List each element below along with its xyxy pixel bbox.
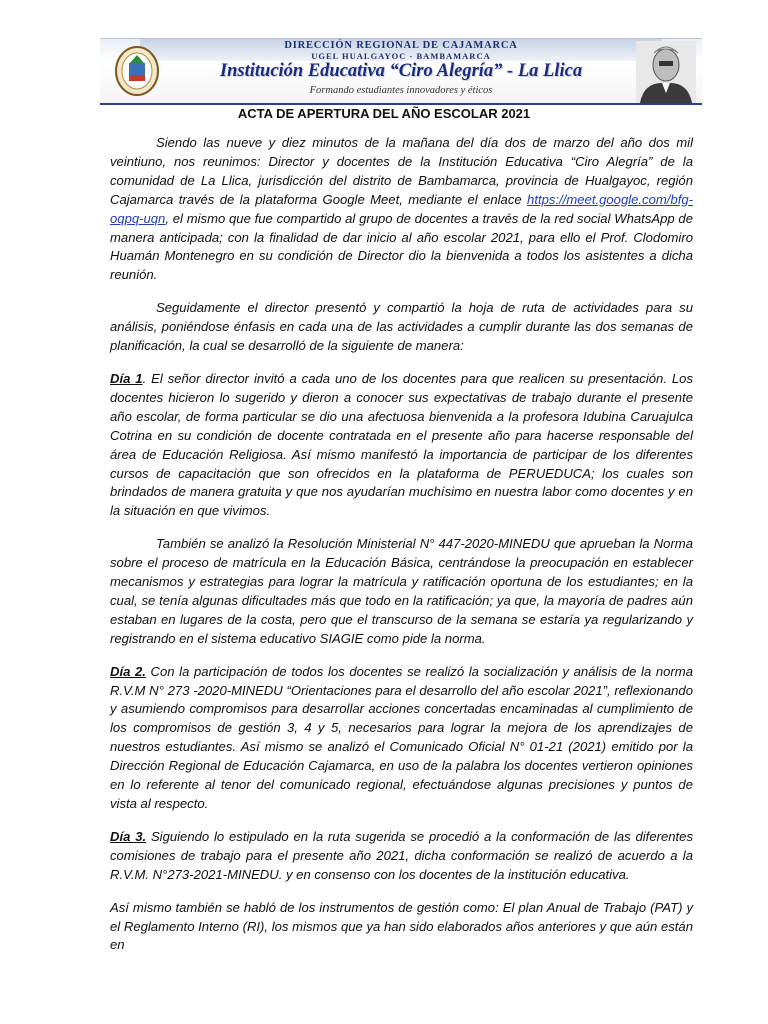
paragraph-day-3: Día 3. Siguiendo lo estipulado en la ruta sugerida se procedió a la conformación de las diferentes comisiones de trabajo para el presente año 2021, dicha conformación se realizó de acuerdo a la R.V.M. N°273-2021-MINEDU. y en consenso con los docentes de la institución educativa. — [110, 828, 693, 882]
meet-link[interactable]: https://meet.google.com/bfg-oqpq-uqn — [110, 191, 693, 226]
paragraph-roadmap: Seguidamente el director presentó y compartió la hoja de ruta de actividades para su análisis, poniéndose énfasis en cada una de las actividades a cumplir durante las dos semanas de planificación, la cual se desarrolló de la siguiente de manera: — [110, 300, 693, 354]
paragraph-enrollment: También se analizó la Resolución Ministerial N° 447-2020-MINEDU que aprueban la Norma sobre el proceso de matrícula en la Educación Básica, centrándose la preocupación en establecer mecanismos y estrategias para lograr la matrícula y ratificación oportuna de los estudiantes; en la cual, se tenía algunas dificultades más que todo en la ratificación; ya que, la mayoría de padres aún estaban en lugares de la costa, pero que el transcurso de la semana se estaría ya regularizando y registrando en el sistema educativo SIAGIE como pide la norma. — [110, 536, 693, 646]
founder-portrait — [636, 41, 696, 103]
institution-name: Institución Educativa “Ciro Alegría” - La Llica — [219, 61, 583, 81]
day-2-label: Día 2. — [110, 663, 146, 679]
regional-direction: DIRECCIÓN REGIONAL DE CAJAMARCA — [284, 40, 518, 51]
document-title: ACTA DE APERTURA DEL AÑO ESCOLAR 2021 — [237, 106, 531, 121]
letterhead-banner — [100, 38, 702, 105]
paragraph-day-1: Día 1. El señor director invitó a cada uno de los docentes para que realicen su presentación. Los docentes hicieron lo sugerido y dieron a conocer sus expectativas de trabajo durante el presente año escolar, de forma particular se dio una afectuosa bienvenida a la profesora Idubina Caruajulca Cotrina en su condición de docente contratada en el presente año para hacerse responsable del área de Educación Religiosa. Así mismo manifestó la importancia de participar de los diferentes cursos de capacitación que son ofrecidos en la plataforma de PERUEDUCA; los cuales son brindados de manera gratuita y que nos ayudarían muchísimo en nuestra labor como docentes y en la situación en que vivimos. — [110, 370, 693, 519]
day-1-label: Día 1 — [110, 370, 143, 386]
institution-motto: Formando estudiantes innovadores y éticos — [309, 85, 493, 96]
paragraph-opening: Siendo las nueve y diez minutos de la mañana del día dos de marzo del año dos mil veintiuno, nos reunimos: Director y docentes de la Institución Educativa “Ciro Alegría” de la comunidad de La Llica, jurisdicción del distrito de Bambamarca, provincia de Hualgayoc, región Cajamarca través de la plataforma Google Meet, mediante el enlace https://meet.google.com/bfg-oqpq-uqn, el mismo que fue compartido al grupo de docentes a través de la red social WhatsApp de manera anticipada; con la finalidad de dar inicio al año escolar 2021, para ello el Prof. Clodomiro Huamán Montenegro en su condición de Director dio la bienvenida a todos los asistentes a dicha reunión. — [110, 135, 693, 283]
paragraph-management-instruments: Así mismo también se habló de los instrumentos de gestión como: El plan Anual de Trabajo (PAT) y el Reglamento Interno (RI), los mismos que ya han sido elaborados años anteriores y que aún están en — [110, 899, 693, 953]
day-3-label: Día 3. — [110, 828, 147, 844]
ugel-name: UGEL HUALGAYOC - BAMBAMARCA — [311, 51, 491, 61]
paragraph-day-2: Día 2. Con la participación de todos los docentes se realizó la socialización y análisis de la norma R.V.M N° 273 -2020-MINEDU “Orientaciones para el desarrollo del año escolar 2021”, reflexionando y asumiendo compromisos para desarrollar acciones concertadas encaminadas al cumplimiento de los compromisos de gestión 3, 4 y 5, necesarios para lograr la mejora de los aprendizajes de nuestros estudiantes. Así mismo se analizó el Comunicado Oficial N° 01-21 (2021) emitido por la Dirección Regional de Educación Cajamarca, en uso de la palabra los docentes vertieron opiniones en lo referente al tenor del comunicado regional, efectuándose algunas precisiones y puntos de vista al respecto. — [110, 663, 693, 811]
document-body — [110, 134, 693, 969]
